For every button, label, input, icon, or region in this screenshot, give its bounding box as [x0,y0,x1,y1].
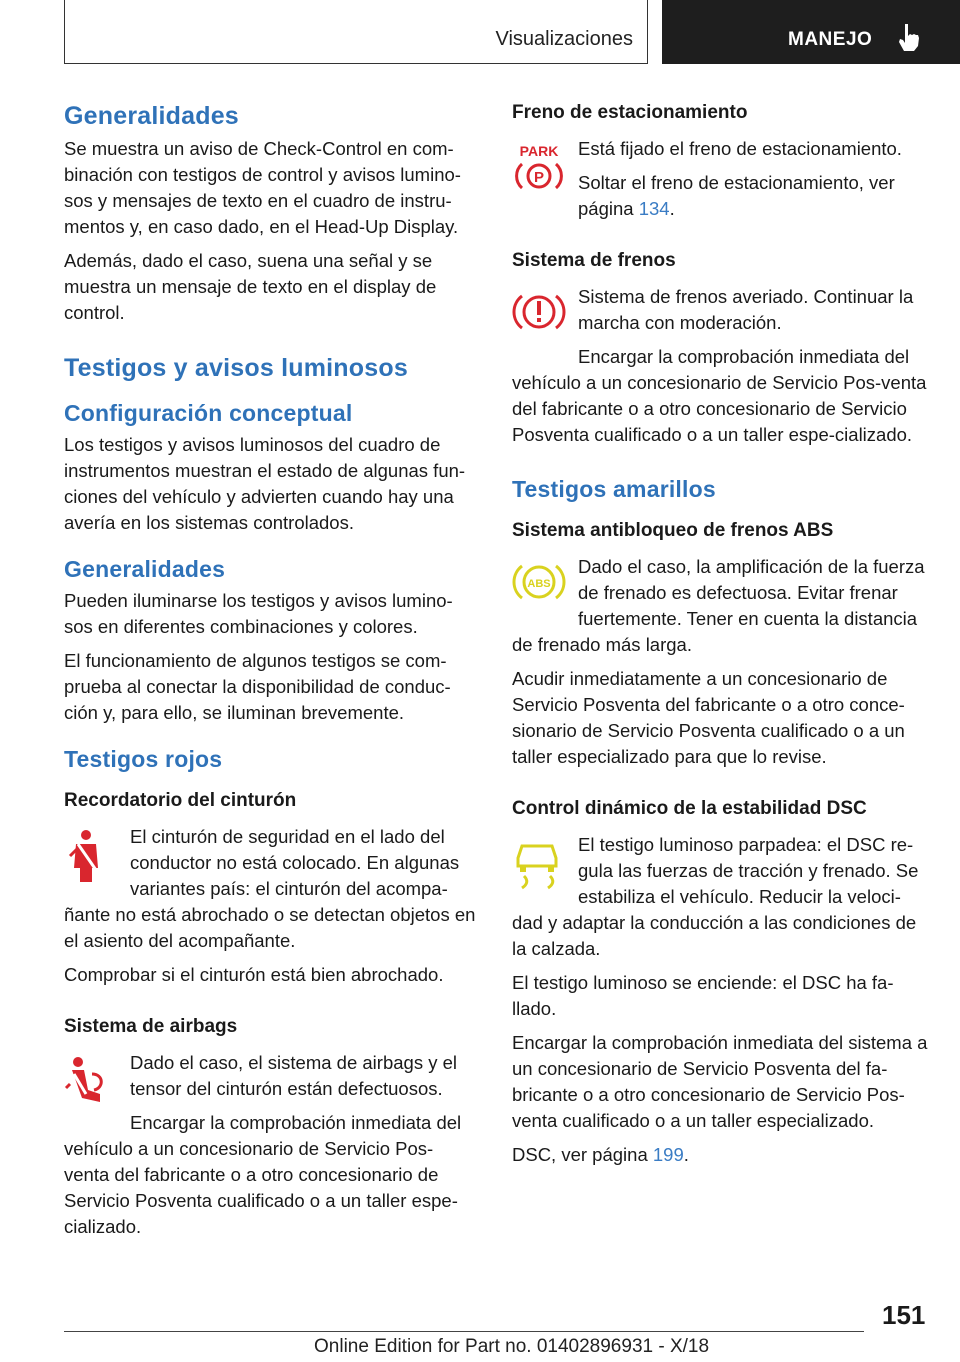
paragraph: Acudir inmediatamente a un concesionario de Servicio Posventa del fabricante o a otro conce-sionario de Servicio Posventa cualificado o a un taller especializado para que lo revise. [512,668,905,767]
paragraph: Encargar la comprobación inmediata del sistema a un concesionario de Servicio Posventa del fa-bricante o a otro concesionario de Servicio Pos-venta cualificado o a un taller especializado. [512,1032,928,1131]
heading-airbags: Sistema de airbags [64,1016,238,1037]
svg-text:ABS: ABS [527,578,551,590]
heading-abs: Sistema antibloqueo de frenos ABS [512,520,834,541]
heading-generalidades-2: Generalidades [64,556,226,582]
paragraph: Está fijado el freno de estacionamiento. [578,138,902,159]
header-chapter-tab [662,0,960,64]
paragraph: Se muestra un aviso de Check-Control en com-binación con testigos de control y avisos lumino-sos y mensajes de texto en el cuadro de instru-mentos y, en caso dado, en el Head-Up Display. [64,138,461,237]
airbag-warning-icon [64,1054,110,1114]
seatbelt-warning-icon [64,828,108,888]
footer-divider [64,1331,864,1332]
paragraph: El funcionamiento de algunos testigos se com-prueba al conectar la disponibilidad de conduc-ción y, para ello, se iluminan brevemente. [64,650,451,723]
warning-park-brake [512,136,928,222]
header-chapter-title: MANEJO [788,29,873,50]
page-reference-link[interactable]: 199 [652,1144,684,1165]
dsc-warning-icon [512,836,562,890]
page-reference-link[interactable]: 134 [638,198,670,219]
paragraph: Encargar la comprobación inmediata del vehículo a un concesionario de Servicio Pos-venta del fabricante o a otro concesionario de Servicio Posventa cualificado o a un taller espe-cializado. [64,1112,462,1237]
paragraph: Pueden iluminarse los testigos y avisos lumino-sos en diferentes combinaciones y colores. [64,590,453,637]
warning-brake-system [512,284,928,448]
warning-abs [512,554,928,658]
heading-freno-estacionamiento: Freno de estacionamiento [512,102,748,123]
heading-testigos: Testigos y avisos luminosos [64,354,408,382]
right-column [512,100,928,1176]
paragraph: El cinturón de seguridad en el lado del conductor no está colocado. En algunas variantes país: el cinturón del acompa-ñante no está abrochado o se detectan objetos en el asiento del acompañante. [64,826,476,951]
warning-dsc [512,832,928,962]
svg-text:P: P [533,169,545,186]
paragraph: El testigo luminoso se enciende: el DSC ha fa-llado. [512,972,894,1019]
heading-dsc: Control dinámico de la estabilidad DSC [512,798,867,819]
svg-text:PARK: PARK [519,143,559,159]
park-brake-icon [512,140,566,192]
heading-sistema-frenos: Sistema de frenos [512,250,676,271]
paragraph: Los testigos y avisos luminosos del cuadro de instrumentos muestran el estado de algunas fun-ciones del vehículo y advierten cuando hay una avería en los sistemas controlados. [64,434,466,533]
paragraph: El testigo luminoso parpadea: el DSC re-gula las fuerzas de tracción y frenado. Se estabiliza el vehículo. Reducir la veloci-dad y adaptar la conducción a las condiciones de la calzada. [512,834,919,959]
warning-seatbelt [64,824,478,954]
heading-cinturon: Recordatorio del cinturón [64,790,297,811]
brake-warning-icon [512,288,566,336]
hand-pointer-icon [896,22,922,52]
heading-configuracion: Configuración conceptual [64,400,353,426]
page-number: 151 [882,1300,926,1330]
paragraph: Dado el caso, el sistema de airbags y el tensor del cinturón están defectuosos. [130,1052,458,1099]
heading-testigos-rojos: Testigos rojos [64,746,223,772]
paragraph: DSC, ver página 199. [512,1144,689,1165]
paragraph: Soltar el freno de estacionamiento, ver página 134. [578,172,895,219]
abs-warning-icon [512,558,566,606]
paragraph: Dado el caso, la amplificación de la fuerza de frenado es defectuosa. Evitar frenar fuertemente. Tener en cuenta la distancia de frenado más larga. [512,556,925,655]
paragraph: Sistema de frenos averiado. Continuar la marcha con moderación. [578,286,914,333]
paragraph: Además, dado el caso, suena una señal y se muestra un mensaje de texto en el display de control. [64,250,437,323]
paragraph: Comprobar si el cinturón está bien abrochado. [64,964,444,985]
paragraph: Encargar la comprobación inmediata del vehículo a un concesionario de Servicio Pos-venta del fabricante o a otro concesionario de Servicio Posventa cualificado o a un taller espe-cializado. [512,346,927,445]
footer-edition: Online Edition for Part no. 01402896931 - X/18 [314,1336,710,1357]
header-section-title: Visualizaciones [495,28,633,50]
left-column [64,100,478,1248]
heading-testigos-amarillos: Testigos amarillos [512,476,716,502]
header-section-tab [64,0,648,64]
heading-generalidades: Generalidades [64,102,239,130]
warning-airbag [64,1050,478,1102]
